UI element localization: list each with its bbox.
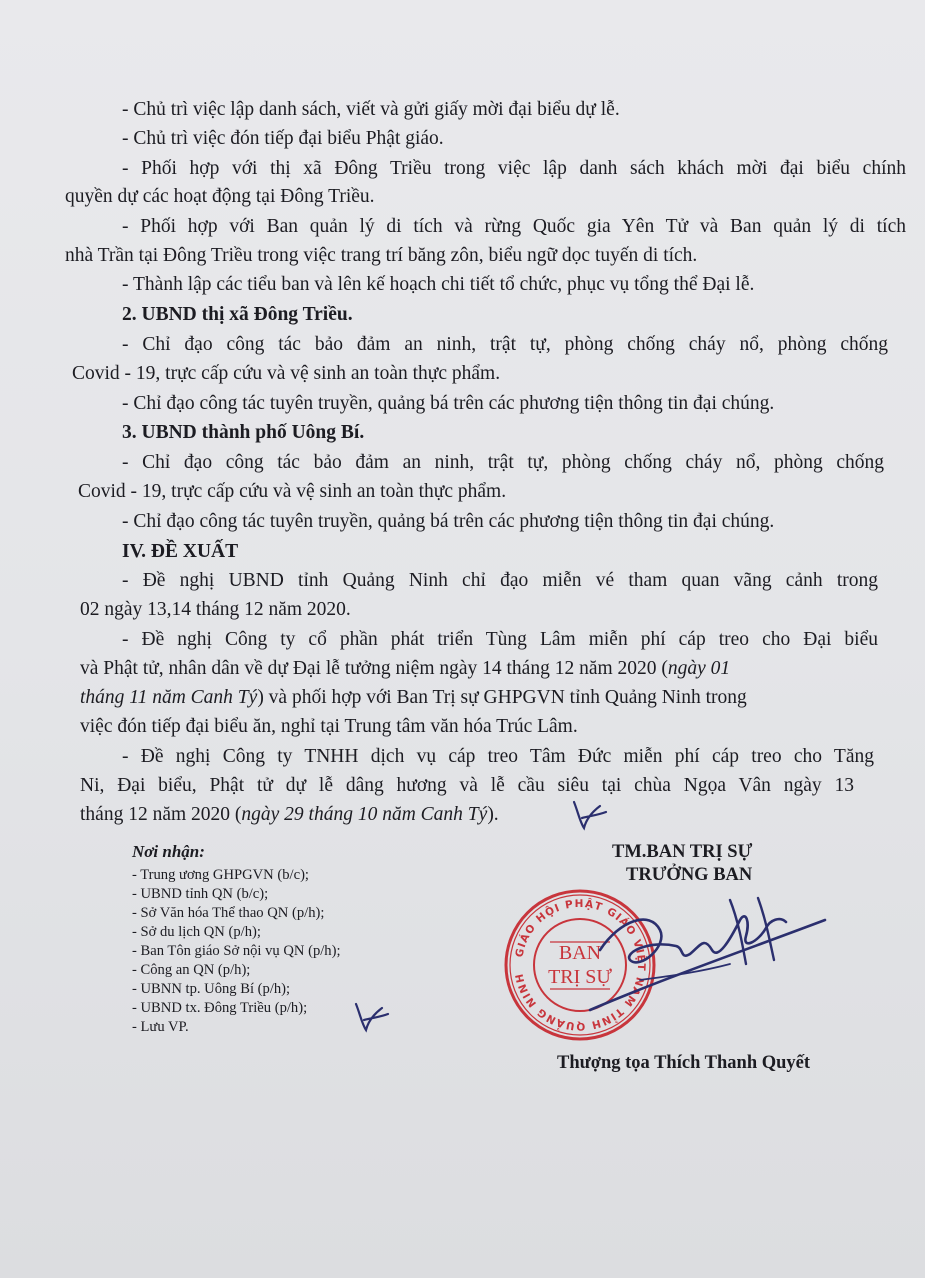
section-heading: 3. UBND thành phố Uông Bí. bbox=[122, 422, 365, 443]
section-heading: IV. ĐỀ XUẤT bbox=[122, 541, 239, 562]
text-span: và Phật tử, nhân dân về dự Đại lễ tưởng niệm ngày 14 tháng 12 năm 2020 ( bbox=[80, 658, 668, 679]
recipient-item: - UBND tỉnh QN (b/c); bbox=[132, 886, 269, 902]
recipients-title: Nơi nhận: bbox=[132, 842, 205, 861]
text-span: ). bbox=[487, 804, 499, 825]
recipient-item: - Trung ương GHPGVN (b/c); bbox=[132, 867, 309, 883]
text-line bbox=[80, 803, 499, 827]
recipient-item: - Công an QN (p/h); bbox=[132, 962, 251, 978]
text-line: - Chỉ đạo công tác bảo đảm an ninh, trật tự, phòng chống cháy nổ, phòng chống bbox=[122, 334, 888, 355]
recipient-item: - Sở Văn hóa Thể thao QN (p/h); bbox=[132, 905, 325, 921]
text-line: nhà Trần tại Đông Triều trong việc trang trí băng zôn, biểu ngữ dọc tuyến di tích. bbox=[65, 245, 698, 266]
text-line: - Chỉ đạo công tác tuyên truyền, quảng bá trên các phương tiện thông tin đại chúng. bbox=[122, 511, 775, 532]
text-line: - Chỉ đạo công tác tuyên truyền, quảng bá trên các phương tiện thông tin đại chúng. bbox=[122, 393, 775, 414]
recipient-item: - Sở du lịch QN (p/h); bbox=[132, 924, 261, 940]
text-line bbox=[80, 657, 730, 681]
text-line: Ni, Đại biểu, Phật tử dự lễ dâng hương và lễ cầu siêu tại chùa Ngọa Vân ngày 13 bbox=[80, 775, 854, 796]
text-line: - Chủ trì việc lập danh sách, viết và gửi giấy mời đại biểu dự lễ. bbox=[122, 99, 620, 120]
text-line: Covid - 19, trực cấp cứu và vệ sinh an toàn thực phẩm. bbox=[72, 363, 501, 384]
text-line: - Đề nghị Công ty cổ phần phát triển Tùng Lâm miễn phí cáp treo cho Đại biểu bbox=[122, 629, 878, 650]
text-line: - Đề nghị UBND tỉnh Quảng Ninh chỉ đạo miễn vé tham quan vãng cảnh trong bbox=[122, 570, 878, 591]
signer-name: Thượng tọa Thích Thanh Quyết bbox=[557, 1053, 811, 1073]
initials-mark bbox=[570, 798, 610, 834]
text-line: Covid - 19, trực cấp cứu và vệ sinh an toàn thực phẩm. bbox=[78, 481, 507, 502]
lunar-date: ngày 01 bbox=[667, 658, 731, 679]
recipient-item: - Lưu VP. bbox=[132, 1019, 189, 1035]
signer-org-title: TM.BAN TRỊ SỰ bbox=[612, 842, 753, 862]
svg-text:TRỊ SỰ: TRỊ SỰ bbox=[548, 966, 612, 988]
initials-mark bbox=[352, 1000, 392, 1036]
text-line: - Chủ trì việc đón tiếp đại biểu Phật giáo. bbox=[122, 128, 444, 149]
text-line: việc đón tiếp đại biểu ăn, nghỉ tại Trung tâm văn hóa Trúc Lâm. bbox=[80, 716, 578, 737]
svg-text:GIÁO HỘI PHẬT GIÁO VIỆT NAM TỈ: GIÁO HỘI PHẬT GIÁO VIỆT NAM TỈNH QUẢNG NINH bbox=[513, 897, 648, 1033]
text-line: - Phối hợp với Ban quản lý di tích và rừng Quốc gia Yên Tử và Ban quản lý di tích bbox=[122, 216, 906, 237]
text-line bbox=[80, 686, 747, 710]
signature-scribble-icon bbox=[580, 880, 840, 1030]
recipient-item: - UBNN tp. Uông Bí (p/h); bbox=[132, 981, 291, 997]
signer-position: TRƯỞNG BAN bbox=[626, 865, 753, 885]
text-line: quyền dự các hoạt động tại Đông Triều. bbox=[65, 186, 375, 207]
svg-text:BAN: BAN bbox=[558, 942, 602, 964]
text-span: tháng 12 năm 2020 ( bbox=[80, 804, 242, 825]
lunar-date: tháng 11 năm Canh Tý bbox=[80, 687, 258, 708]
text-line: - Đề nghị Công ty TNHH dịch vụ cáp treo Tâm Đức miễn phí cáp treo cho Tăng bbox=[122, 746, 874, 767]
text-line: - Phối hợp với thị xã Đông Triều trong việc lập danh sách khách mời đại biểu chính bbox=[122, 158, 906, 179]
recipient-item: - UBND tx. Đông Triều (p/h); bbox=[132, 1000, 308, 1016]
text-line: 02 ngày 13,14 tháng 12 năm 2020. bbox=[80, 599, 351, 620]
lunar-date: ngày 29 tháng 10 năm Canh Tý bbox=[241, 804, 488, 825]
section-heading: 2. UBND thị xã Đông Triều. bbox=[122, 304, 353, 325]
text-line: - Chỉ đạo công tác bảo đảm an ninh, trật tự, phòng chống cháy nổ, phòng chống bbox=[122, 452, 884, 473]
text-span: ) và phối hợp với Ban Trị sự GHPGVN tỉnh Quảng Ninh trong bbox=[257, 687, 747, 708]
recipient-item: - Ban Tôn giáo Sở nội vụ QN (p/h); bbox=[132, 943, 341, 959]
text-line: - Thành lập các tiểu ban và lên kế hoạch chi tiết tổ chức, phục vụ tổng thể Đại lễ. bbox=[122, 274, 755, 295]
